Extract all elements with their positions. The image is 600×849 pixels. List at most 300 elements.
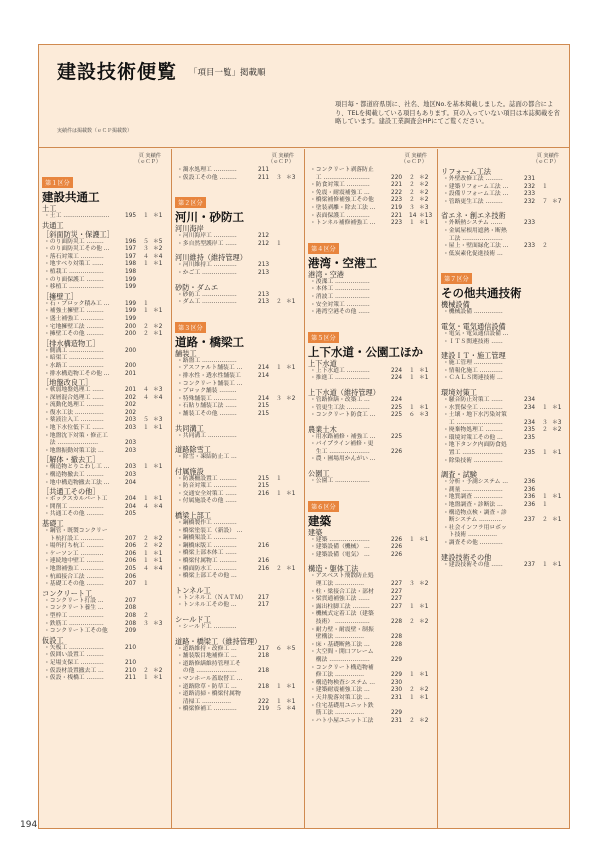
item-page: 214 <box>258 395 270 402</box>
item-ecp-count: ＊1 <box>286 565 296 572</box>
item-page: 231 <box>391 694 403 701</box>
item-name: ・コンクリート工その他 <box>44 628 108 635</box>
spacer <box>305 228 437 233</box>
item-page: 221 <box>391 212 403 219</box>
section-heading: ［地盤改良工］ <box>42 378 93 388</box>
index-item <box>305 478 437 486</box>
item-page: 213 <box>258 291 270 298</box>
item-page: 227 <box>391 603 403 610</box>
section-heading: ［擁壁工］ <box>42 291 78 301</box>
index-item <box>39 363 171 371</box>
column-entries <box>438 167 569 569</box>
item-count: ５ <box>276 706 282 713</box>
index-item <box>172 706 304 714</box>
category-badge: 第５区分 <box>308 332 339 343</box>
item-page: 233 <box>524 191 536 198</box>
index-item <box>172 550 304 558</box>
item-page: 222 <box>258 698 270 705</box>
item-page: 236 <box>524 486 536 493</box>
item-page: 199 <box>125 308 137 315</box>
item-name: ・床・基礎断熱工法 … <box>310 641 370 648</box>
item-name: ・のり面防災工その他 … <box>44 246 110 253</box>
item-name: ・上下水道工 ………… <box>310 367 370 374</box>
section-heading: 付属施設 <box>175 466 204 476</box>
item-ecp-count: ＊4 <box>153 503 163 510</box>
index-item <box>172 454 304 462</box>
section-heading: 構造・躯体工法 <box>308 564 359 574</box>
item-count: １ <box>276 698 282 705</box>
index-item <box>172 520 304 528</box>
item-name: ・住宅基礎用ユニット鉄 <box>310 702 374 709</box>
item-page: 197 <box>125 246 137 253</box>
item-count: ３ <box>276 395 282 402</box>
item-count: １ <box>542 450 548 457</box>
item-page: 207 <box>125 535 137 542</box>
item-name: ・橋梁塗装工（新設） … <box>177 527 243 534</box>
index-item <box>438 397 569 405</box>
item-page: 229 <box>391 672 403 679</box>
item-page: 228 <box>391 619 403 625</box>
item-name: ・側溝工 ……………… <box>44 347 104 354</box>
item-name: ・橋梁補修補強工その他 <box>310 197 374 204</box>
index-item <box>39 511 171 519</box>
item-name: ・梁貫通補強工法 …… <box>310 596 370 603</box>
item-name: ・調査その他 ………… <box>443 540 503 546</box>
item-count: ３ <box>542 419 548 426</box>
item-name: 修工法 …………… <box>310 672 365 679</box>
index-item <box>39 621 171 629</box>
index-columns <box>39 149 569 829</box>
item-page: 228 <box>391 641 403 648</box>
index-item <box>305 456 437 464</box>
item-name: ・天井脱落対策工法 … <box>310 694 370 701</box>
item-count: 14 <box>409 212 417 219</box>
index-column-4 <box>438 149 569 829</box>
section-heading: 建設ＩＴ・施工管理 <box>441 351 506 361</box>
item-page: 218 <box>258 668 270 675</box>
item-page: 226 <box>391 448 403 455</box>
item-page: 207 <box>125 597 137 604</box>
item-page: 222 <box>391 189 403 196</box>
item-page: 216 <box>258 490 270 497</box>
item-name: ・橋面防水工 ………… <box>177 565 237 572</box>
item-ecp-count: ＊4 <box>153 253 163 260</box>
category-badge-row <box>39 170 171 189</box>
item-name: ・外壁改修工法 ……… <box>443 176 503 182</box>
item-name: ・地質調査 …………… <box>443 494 503 501</box>
page-title: 建設技術便覧 <box>57 61 178 83</box>
index-item <box>438 331 569 339</box>
item-ecp-count: ＊3 <box>419 204 429 211</box>
category-badge: 第２区分 <box>175 197 206 208</box>
index-item <box>172 233 304 241</box>
index-item <box>438 191 569 199</box>
item-name: ・地盤振動対策工法 … <box>44 447 104 454</box>
category-heading: 港湾・空港工 <box>308 255 377 270</box>
index-item <box>438 405 569 413</box>
item-name: ・復水工法 …………… <box>44 409 104 416</box>
index-item <box>172 653 304 661</box>
index-item <box>172 498 304 506</box>
item-name: ・河川維持工 ………… <box>177 262 237 269</box>
index-item <box>305 309 437 317</box>
item-name: ・屋上・壁面緑化工法 … <box>443 243 509 250</box>
item-ecp-count: ＊2 <box>153 323 163 330</box>
item-page: 233 <box>524 220 536 227</box>
category-badge-row <box>438 266 569 285</box>
item-name: ・除雪・凍結防止工 … <box>177 454 237 461</box>
item-ecp-count: ＊2 <box>153 543 163 550</box>
section-heading: 建築 <box>308 527 323 537</box>
item-name: ト杭打設工 ………… <box>44 535 104 542</box>
column-header-line2: （ｅＣＰ） <box>135 159 161 165</box>
index-item <box>438 494 569 502</box>
item-count: １ <box>276 365 282 372</box>
item-name: ・排水性・透水性舗装工 <box>177 372 241 379</box>
index-item <box>305 197 437 205</box>
item-count: ２ <box>409 717 415 724</box>
item-name: ・舗装版目地補修工 … <box>177 653 237 660</box>
item-name: ・橋梁修補工 ………… <box>177 706 237 713</box>
index-item <box>305 397 437 405</box>
item-page: 216 <box>258 565 270 572</box>
item-count: ３ <box>143 620 149 627</box>
item-page: 213 <box>258 262 270 269</box>
item-name: 生工 ………………… <box>310 448 370 455</box>
column-header-line1: 頁 実績件 <box>404 153 427 159</box>
item-ecp-count: ＊4 <box>286 706 296 713</box>
index-item <box>438 199 569 207</box>
index-item <box>39 402 171 410</box>
category-heading: その他共通技術 <box>441 286 522 301</box>
item-page: 236 <box>524 494 536 501</box>
index-item <box>438 220 569 228</box>
item-name: 断システム ………… <box>443 517 503 524</box>
item-count: １ <box>143 558 149 565</box>
item-count: ２ <box>409 174 415 181</box>
item-name: ・用水路補修・補強工 … <box>310 433 376 440</box>
item-name: ・アスベスト飛散防止処 <box>310 573 374 580</box>
item-page: 216 <box>258 542 270 549</box>
item-ecp-count: ＊3 <box>419 412 429 419</box>
item-name: ・かご工 ……………… <box>177 269 237 276</box>
item-page: 199 <box>125 276 137 283</box>
item-name: ・砂防工 ……………… <box>177 291 237 298</box>
item-name: ・構造物撤去工 ……… <box>44 472 104 479</box>
item-ecp-count: ＊1 <box>153 464 163 471</box>
item-page: 225 <box>391 433 403 440</box>
item-page: 211 <box>258 174 270 181</box>
index-item <box>172 411 304 419</box>
index-item <box>438 479 569 487</box>
index-item <box>305 634 437 642</box>
page-header <box>39 45 569 148</box>
item-name: ・地下タンク内面防食処 <box>443 442 507 449</box>
item-count: ３ <box>409 581 415 588</box>
item-count: ２ <box>409 197 415 204</box>
item-name: ・石貼り舗装工法 …… <box>177 403 237 410</box>
column-header <box>438 153 569 165</box>
category-badge: 第４区分 <box>308 243 339 254</box>
item-ecp-count: ＊1 <box>286 683 296 690</box>
section-heading: 舗装工 <box>175 348 197 358</box>
index-item <box>305 687 437 695</box>
column-entries <box>39 167 171 683</box>
index-item <box>172 262 304 270</box>
item-name: 筋工法 …………… <box>310 710 365 717</box>
item-name: ・建築設備（機械） … <box>310 544 370 551</box>
item-page: 217 <box>258 602 270 609</box>
item-page: 216 <box>258 558 270 565</box>
item-count: １ <box>143 464 149 471</box>
section-heading: リフォーム工法 <box>441 167 491 176</box>
index-item <box>39 316 171 324</box>
item-count: ６ <box>276 645 282 652</box>
item-ecp-count: ＊2 <box>153 667 163 674</box>
item-ecp-count: ＊1 <box>419 220 429 227</box>
item-page: 237 <box>524 517 536 524</box>
index-item <box>172 388 304 396</box>
item-name: ・地すべり対策工 …… <box>44 261 104 268</box>
item-page: 217 <box>258 594 270 601</box>
item-name: ・管路修繕・改築工 … <box>310 396 370 403</box>
index-item <box>39 613 171 621</box>
item-ecp-count: ＊1 <box>419 694 429 701</box>
index-item <box>305 302 437 310</box>
item-page: 226 <box>391 544 403 551</box>
index-item <box>172 270 304 278</box>
item-count: ３ <box>409 204 415 211</box>
section-heading: 土工 <box>42 204 57 213</box>
item-page: 225 <box>391 412 403 419</box>
item-page: 235 <box>524 450 536 457</box>
item-ecp-count: ＊2 <box>419 619 429 625</box>
item-ecp-count: ＊2 <box>552 427 562 434</box>
category-badge: 第６区分 <box>308 501 339 512</box>
item-name: ・鋼橋製作工 ………… <box>177 520 237 527</box>
item-page: 223 <box>391 220 403 227</box>
item-count: ７ <box>542 198 548 205</box>
item-ecp-count: ＊1 <box>552 561 562 568</box>
item-ecp-count: ＊4 <box>153 565 163 572</box>
item-name: ・河川海岸工 ………… <box>177 233 237 240</box>
item-name: ・シールド工 ………… <box>177 624 237 630</box>
item-name: ・建設技術その他 …… <box>443 561 503 568</box>
section-heading: 港湾・空港 <box>308 269 344 279</box>
item-count: １ <box>143 308 149 315</box>
item-name: ・仮設材設置撤去工 … <box>44 667 104 674</box>
item-name: ・浚渫工 ……………… <box>310 278 370 285</box>
index-item <box>438 228 569 236</box>
spacer <box>172 182 304 187</box>
section-heading: 省エネ・創エネ技術 <box>441 211 506 221</box>
index-item <box>39 605 171 613</box>
item-page: 220 <box>391 174 403 181</box>
item-name: ・のり面防災工 ……… <box>44 238 104 245</box>
section-heading: 環境対策工 <box>441 387 477 397</box>
page-note: 項目毎・都道府県別に、社名、地区No.を基本掲載しました。誌面の都合により、TELを掲載している項目もあります。頁の入っていない項目は本誌掲載を省略しています。建設工業調査会HPにてご覧ください。 <box>335 101 560 126</box>
index-item <box>39 355 171 363</box>
item-name: ・建築耐震補強工法 … <box>310 687 370 694</box>
item-page: 209 <box>125 628 137 635</box>
index-item <box>305 649 437 657</box>
item-ecp-count: ＊3 <box>153 387 163 394</box>
item-count: ２ <box>542 243 548 250</box>
item-page: 232 <box>524 198 536 205</box>
item-ecp-count: ＊1 <box>419 367 429 374</box>
item-name: ・ハト小屋ユニット工法 <box>310 717 374 724</box>
item-name: ・機械設備 …………… <box>443 309 503 316</box>
section-heading: 河川海岸 <box>175 224 204 234</box>
section-heading: 農業土木 <box>308 424 337 434</box>
item-name: ・地盤沈下対策・修正工 <box>44 432 108 439</box>
item-name: ・鋼管・既製コンクリー <box>44 528 108 534</box>
item-name: ・仮囲い設置工 ……… <box>44 652 104 659</box>
item-count: １ <box>409 672 415 679</box>
item-name: ・廃棄物処理工 ……… <box>443 427 503 434</box>
item-page: 213 <box>258 299 270 306</box>
item-name: ・落石対策工 ………… <box>44 253 104 260</box>
index-item <box>438 309 569 317</box>
index-item <box>438 458 569 466</box>
item-page: 228 <box>391 634 403 641</box>
index-item <box>305 657 437 665</box>
index-item <box>39 417 171 425</box>
item-page: 211 <box>258 167 270 173</box>
section-heading: トンネル工 <box>175 585 211 595</box>
item-count: ２ <box>409 619 415 625</box>
item-page: 224 <box>391 375 403 382</box>
item-name: ・宅地擁壁工法 ……… <box>44 323 104 330</box>
index-item <box>305 710 437 718</box>
item-count: ２ <box>409 189 415 196</box>
item-name: ・コンクリート養生 … <box>44 605 104 612</box>
item-name: ・免震・耐震補強工 … <box>310 189 370 196</box>
item-page: 203 <box>125 417 137 424</box>
item-name: ・杭頭接合工法 ……… <box>44 573 104 580</box>
index-item <box>305 286 437 294</box>
index-item <box>39 448 171 456</box>
item-name: ・コンクリート構造物補 <box>310 664 374 671</box>
category-badge: 第１区分 <box>42 177 73 188</box>
item-name: ・橋梁付属物工 ……… <box>177 558 237 565</box>
item-page: 231 <box>524 176 536 182</box>
item-name: ト技術 …………… <box>443 532 498 539</box>
item-ecp-count: ＊1 <box>153 496 163 503</box>
index-item <box>305 581 437 589</box>
item-page: 229 <box>391 710 403 717</box>
item-name: ・柱・梁接合工法・部材 <box>310 588 374 595</box>
item-page: 230 <box>391 687 403 694</box>
item-name: ・電気・電気通信設備 … <box>443 330 509 337</box>
index-item <box>305 205 437 213</box>
index-item <box>39 660 171 668</box>
item-ecp-count: ＊2 <box>419 174 429 181</box>
item-page: 224 <box>391 367 403 374</box>
item-page: 202 <box>125 394 137 401</box>
index-column-1 <box>39 149 172 829</box>
item-page: 227 <box>391 581 403 588</box>
item-page: 225 <box>391 404 403 411</box>
item-name: ・鋼橋床版工 ………… <box>177 542 237 549</box>
category-heading: 建築 <box>308 513 331 528</box>
item-name: ・水質保全工 ………… <box>443 404 503 411</box>
item-count: １ <box>143 213 149 219</box>
item-page: 198 <box>125 261 137 268</box>
item-page: 198 <box>125 268 137 275</box>
item-count: １ <box>143 581 149 588</box>
item-name: ・足場支保工 ………… <box>44 659 104 666</box>
index-item <box>172 175 304 183</box>
item-ecp-count: ＊3 <box>552 419 562 426</box>
index-item <box>305 718 437 726</box>
index-item <box>438 360 569 368</box>
item-page: 214 <box>258 365 270 372</box>
index-item <box>305 182 437 190</box>
item-name: ・植栽工 ……………… <box>44 268 104 275</box>
item-name: ・地中構造物撤去工法 … <box>44 479 110 486</box>
item-name: ・低炭素化促進技術 … <box>443 250 503 257</box>
item-page: 215 <box>258 475 270 482</box>
section-heading: 基礎工 <box>42 519 64 528</box>
item-count: １ <box>409 404 415 411</box>
item-page: 210 <box>125 644 137 651</box>
index-item <box>172 602 304 610</box>
item-name: ・道路維持・改修工 … <box>177 645 237 652</box>
item-name: ・交通安全対策工 …… <box>177 490 237 497</box>
item-name: の他 ………………… <box>177 668 237 675</box>
column-header-line2: （ｅＣＰ） <box>401 159 427 165</box>
item-page: 203 <box>125 464 137 471</box>
item-page: 199 <box>125 300 137 307</box>
index-item <box>438 442 569 450</box>
item-name: 壁構法 …………… <box>310 634 365 641</box>
item-ecp-count: ＊1 <box>286 365 296 372</box>
item-name: ・地盤調査・診断法 … <box>443 502 503 509</box>
item-page: 215 <box>258 483 270 490</box>
page-number: 194 <box>20 820 38 830</box>
item-name: ・構造物点検・調査・診 <box>443 509 507 516</box>
item-ecp-count: ＊2 <box>419 687 429 694</box>
item-name: ・土壌・地下水汚染対策 <box>443 412 507 419</box>
item-page: 215 <box>258 403 270 410</box>
item-ecp-count: ＊1 <box>153 308 163 315</box>
item-page: 219 <box>391 204 403 211</box>
category-badge-row <box>305 494 437 513</box>
index-item <box>39 308 171 316</box>
item-count: １ <box>542 502 548 509</box>
index-item <box>39 261 171 269</box>
index-item <box>39 269 171 277</box>
item-name: ・環境対策工その他 … <box>443 434 503 441</box>
item-ecp-count: ＊2 <box>286 395 296 402</box>
index-item <box>172 483 304 491</box>
item-name: ・コンクリート打設 … <box>44 597 104 604</box>
item-name: ・流動化処理工 ……… <box>44 402 104 409</box>
item-page: 205 <box>125 511 137 518</box>
item-name: 法 ………………… <box>44 440 99 447</box>
item-count: １ <box>143 261 149 268</box>
category-badge: 第３区分 <box>175 322 206 333</box>
item-ecp-count: ＊1 <box>552 450 562 457</box>
column-entries <box>305 167 437 725</box>
item-page: 235 <box>524 427 536 434</box>
item-name: ・仮設・桟橋工 ……… <box>44 675 104 682</box>
item-name: ・ブロック舗装 ……… <box>177 388 237 395</box>
item-name: ・外断熱システム …… <box>443 220 503 227</box>
item-name: ・トンネル工その他 … <box>177 602 237 609</box>
index-page-frame <box>38 44 570 829</box>
